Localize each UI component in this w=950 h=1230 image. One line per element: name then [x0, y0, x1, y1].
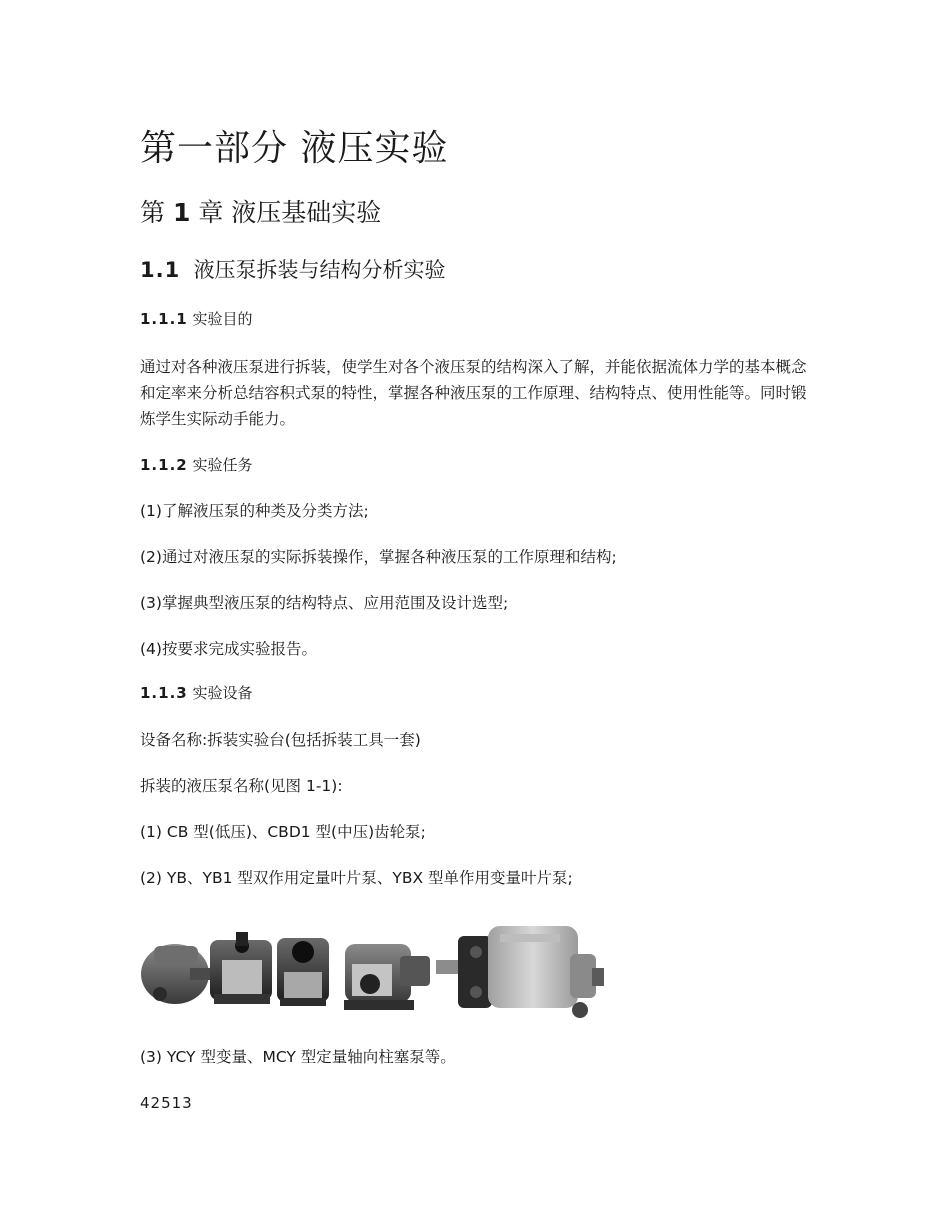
gear-pump-2	[210, 932, 272, 1004]
task-item: (3)掌握典型液压泵的结构特点、应用范围及设计选型;	[140, 594, 509, 612]
section-number: 1.1	[140, 258, 181, 282]
subsection-number: 1.1.3	[140, 684, 188, 702]
page-footer-number: 42513	[140, 1094, 193, 1112]
task-item: (4)按要求完成实验报告。	[140, 640, 317, 658]
chapter-suffix: 章 液压基础实验	[198, 198, 382, 227]
equipment-line-after-figure: (3) YCY 型变量、MCY 型定量轴向柱塞泵等。	[140, 1048, 456, 1066]
subsection-title-text: 实验目的	[192, 310, 253, 328]
chapter-number: 1	[172, 198, 191, 227]
chapter-title	[140, 196, 381, 230]
axial-piston-pump	[436, 926, 604, 1018]
equipment-line: 拆装的液压泵名称(见图 1-1):	[140, 777, 343, 795]
subsection-number: 1.1.1	[140, 310, 188, 328]
subsection-title-text: 实验任务	[192, 456, 253, 474]
gear-pump-1	[141, 944, 210, 1004]
equipment-line: 设备名称:拆装实验台(包括拆装工具一套)	[140, 731, 421, 749]
hydraulic-pumps-photo	[140, 912, 610, 1024]
task-item: (1)了解液压泵的种类及分类方法;	[140, 502, 369, 520]
subsection-title-text: 实验设备	[192, 684, 253, 702]
equipment-line: (1) CB 型(低压)、CBD1 型(中压)齿轮泵;	[140, 823, 426, 841]
part-title: 第一部分 液压实验	[140, 128, 449, 169]
subsection-title-equipment	[140, 682, 253, 704]
vane-pump	[277, 938, 329, 1006]
section-title	[140, 255, 446, 285]
equipment-line: (2) YB、YB1 型双作用定量叶片泵、YBX 型单作用变量叶片泵;	[140, 869, 573, 887]
subsection-title-tasks	[140, 454, 253, 476]
task-item: (2)通过对液压泵的实际拆装操作，掌握各种液压泵的工作原理和结构;	[140, 548, 617, 566]
subsection-number: 1.1.2	[140, 456, 188, 474]
chapter-prefix: 第	[140, 198, 166, 227]
subsection-title-purpose	[140, 308, 253, 330]
flanged-pump	[344, 944, 430, 1010]
section-title-text: 液压泵拆装与结构分析实验	[193, 258, 446, 282]
purpose-paragraph: 通过对各种液压泵进行拆装，使学生对各个液压泵的结构深入了解，并能依据流体力学的基本概念和定率来分析总结容积式泵的特性，掌握各种液压泵的工作原理、结构特点、使用性能等。同时锻炼学生实际动手能力。	[140, 358, 807, 428]
